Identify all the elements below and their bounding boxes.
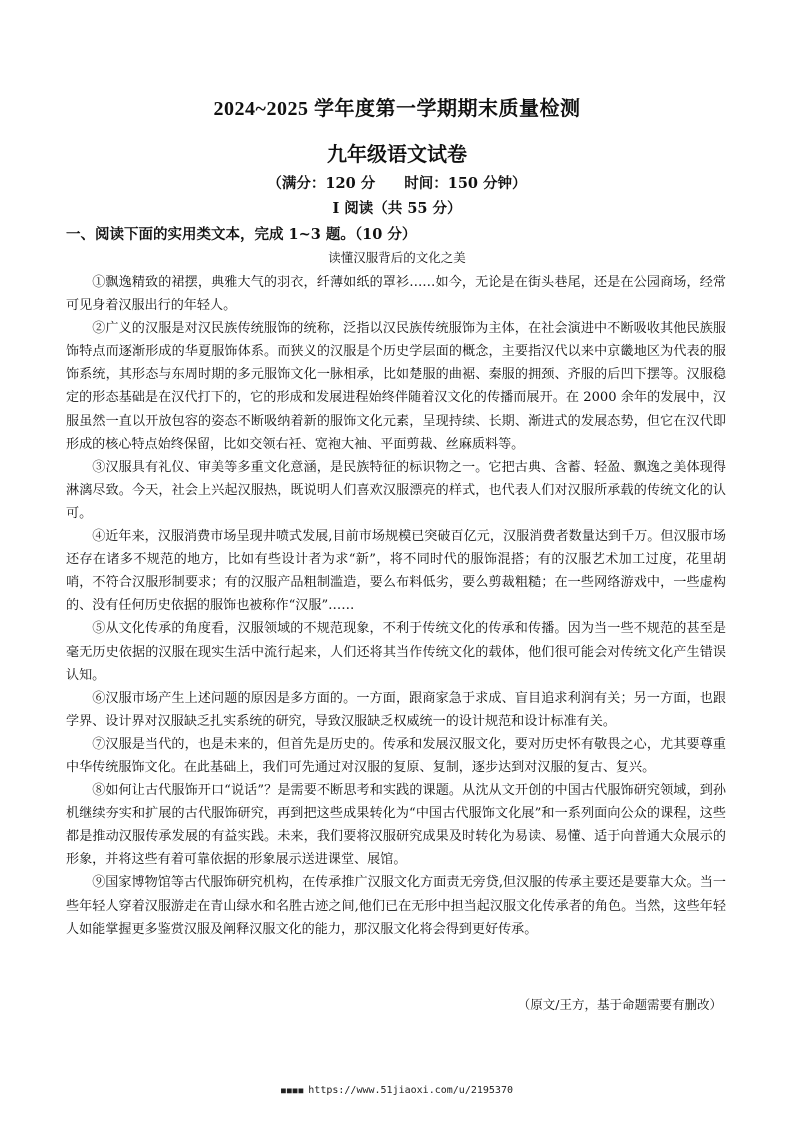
exam-subtitle: 九年级语文试卷 xyxy=(327,142,467,166)
paragraph-5: ⑤从文化传承的角度看，汉服领域的不规范现象，不利于传统文化的传承和传播。因为当一些不规范的甚至是毫无历史依据的汉服在现实生活中流行起来，人们还将其当作传统文化的载体，他们很可能会对传统文化产生错误认知。 xyxy=(66,621,726,683)
article-source: （原文/王方，基于命题需要有删改） xyxy=(517,997,722,1012)
exam-meta: （满分：120 分 时间：150 分钟） xyxy=(267,175,527,192)
paragraph-8: ⑧如何让古代服饰开口“说话”？是需要不断思考和实践的课题。从沈从文开创的中国古代服饰研究领域，到孙机继续夯实和扩展的古代服饰研究，再到把这些成果转化为“中国古代服饰文化展”和一系列面向公众的课程，这些都是推动汉服传承发展的有益实践。未来，我们要将汉服研究成果及时转化为易读、易懂、适于向普通大众展示的形象，并将这些有着可靠依据的形象展示送进课堂、展馆。 xyxy=(66,783,726,868)
article-title: 读懂汉服背后的文化之美 xyxy=(328,250,466,265)
paragraph-4: ④近年来，汉服消费市场呈现井喷式发展,目前市场规模已突破百亿元，汉服消费者数量达到千万。但汉服市场还存在诸多不规范的地方，比如有些设计者为求“新”，将不同时代的服饰混搭；有的汉服艺术加工过度，花里胡哨，不符合汉服形制要求；有的汉服产品粗制滥造，要么布料低劣，要么剪裁粗糙；在一些网络游戏中，一些虚构的、没有任何历史依据的服饰也被称作“汉服”…… xyxy=(66,529,726,614)
section-heading: 一、阅读下面的实用类文本，完成 1~3 题。（10 分） xyxy=(66,226,417,243)
page-footer xyxy=(0,1085,794,1096)
paragraph-6: ⑥汉服市场产生上述问题的原因是多方面的。一方面，跟商家急于求成、盲目追求利润有关；另一方面，也跟学界、设计界对汉服缺乏扎实系统的研究，导致汉服缺乏权威统一的设计规范和设计标准有关。 xyxy=(66,690,726,729)
article-body xyxy=(66,271,726,941)
paragraph-9: ⑨国家博物馆等古代服饰研究机构，在传承推广汉服文化方面责无旁贷,但汉服的传承主要还是要靠大众。当一些年轻人穿着汉服游走在青山绿水和名胜古迹之间,他们已在无形中担当起汉服文化传承者的角色。当然，这些年轻人如能掌握更多鉴赏汉服及阐释汉服文化的能力，那汉服文化将会得到更好传承。 xyxy=(66,875,726,937)
part-heading: I 阅读（共 55 分） xyxy=(332,200,462,217)
paragraph-7: ⑦汉服是当代的，也是未来的，但首先是历史的。传承和发展汉服文化，要对历史怀有敬畏之心，尤其要尊重中华传统服饰文化。在此基础上，我们可先通过对汉服的复原、复制，逐步达到对汉服的复古、复兴。 xyxy=(66,736,726,775)
paragraph-1: ①飘逸精致的裙摆，典雅大气的羽衣，纤薄如纸的罩衫……如今，无论是在街头巷尾，还是在公园商场，经常可见身着汉服出行的年轻人。 xyxy=(66,275,726,314)
watermark-mark: ■■■■ xyxy=(281,1086,305,1095)
exam-title: 2024~2025 学年度第一学期期末质量检测 xyxy=(213,98,581,120)
footer-url[interactable]: https://www.51jiaoxi.com/u/2195370 xyxy=(308,1085,513,1096)
paragraph-3: ③汉服具有礼仪、审美等多重文化意涵，是民族特征的标识物之一。它把古典、含蓄、轻盈、飘逸之美体现得淋漓尽致。今天，社会上兴起汉服热，既说明人们喜欢汉服漂亮的样式，也代表人们对汉服所承载的传统文化的认可。 xyxy=(66,459,726,521)
paragraph-2: ②广义的汉服是对汉民族传统服饰的统称，泛指以汉民族传统服饰为主体，在社会演进中不断吸收其他民族服饰特点而逐渐形成的华夏服饰体系。而狭义的汉服是个历史学层面的概念，主要指汉代以来中京畿地区为代表的服饰系统，其形态与东周时期的多元服饰文化一脉相承，比如楚服的曲裾、秦服的拥颈、齐服的后凹下摆等。汉服稳定的形态基础是在汉代打下的，它的形成和发展进程始终伴随着汉文化的传播而展开。在 2000 余年的发展中，汉服虽然一直以开放包容的姿态不断吸纳着新的服饰文化元素，呈现持续、长期、渐进式的发展态势，但它在汉代即形成的核心特点始终保留，比如交领右衽、宽袍大袖、平面剪裁、丝麻质料等。 xyxy=(66,321,726,452)
